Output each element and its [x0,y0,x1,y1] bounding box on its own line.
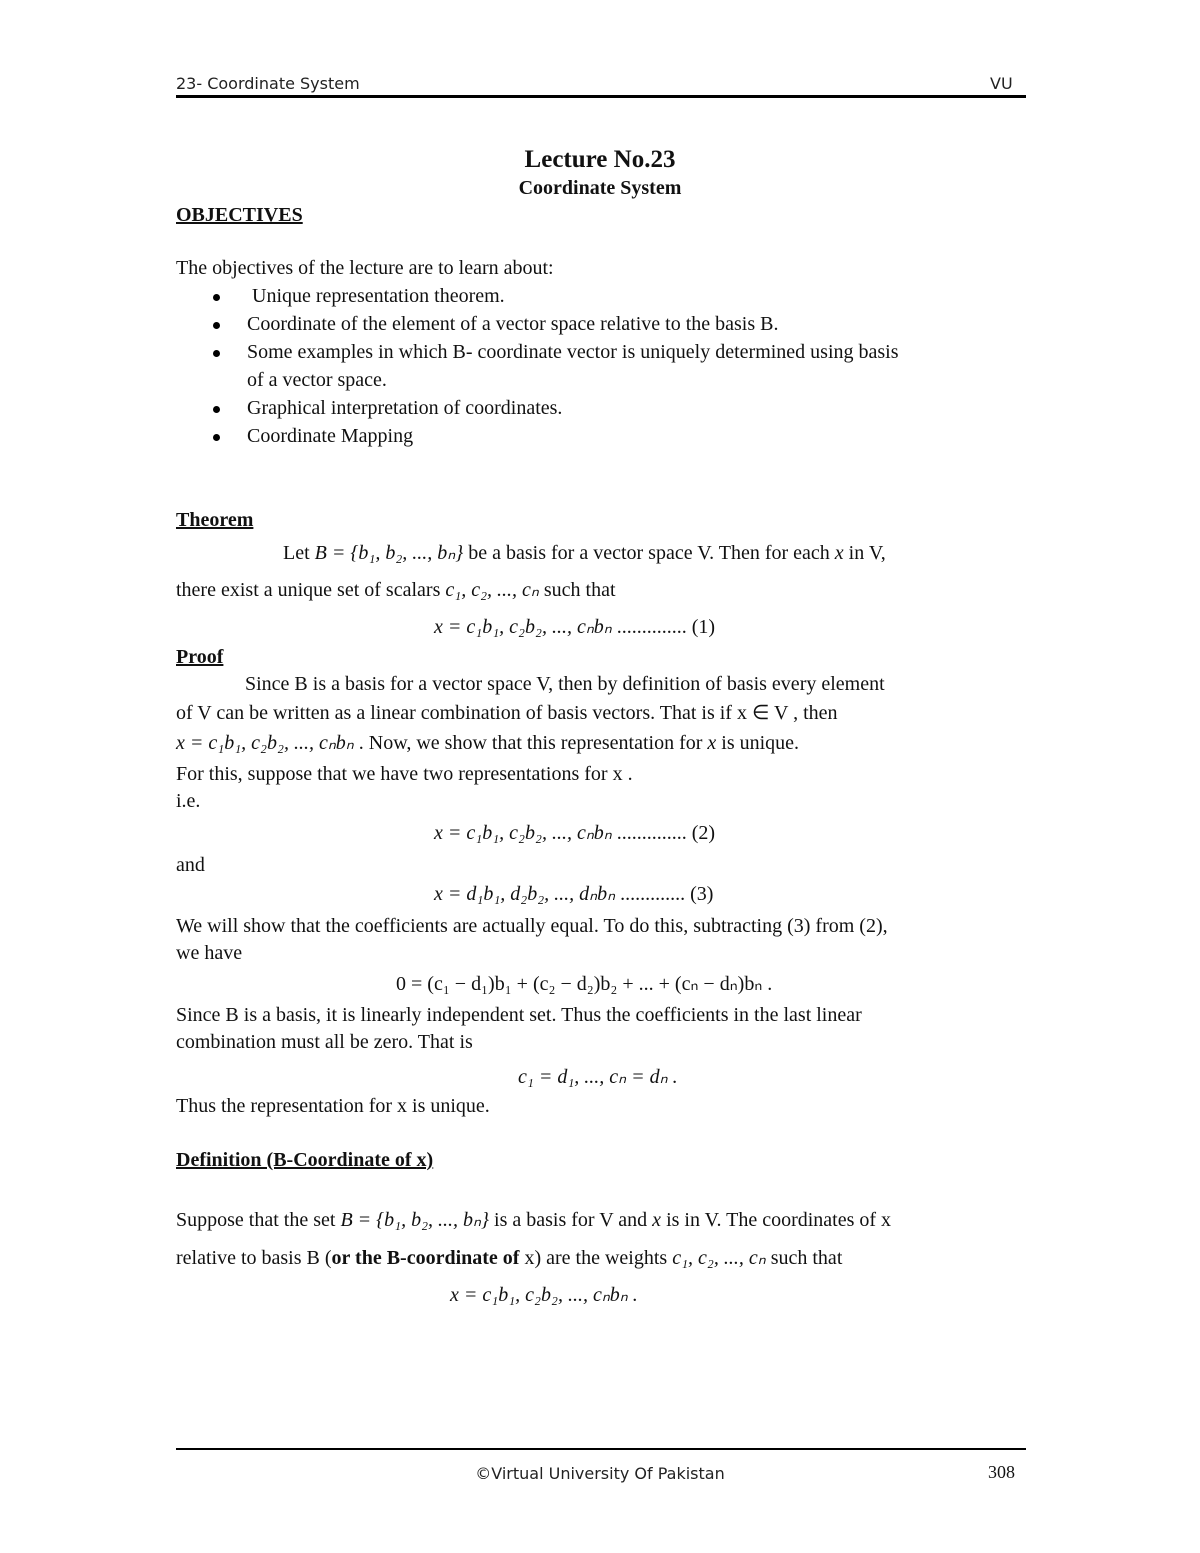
bullet-icon [213,322,220,329]
footer-copyright: ©Virtual University Of Pakistan [475,1464,725,1483]
bullet-icon [213,434,220,441]
proof-paragraph-line: Since B is a basis for a vector space V, then by definition of basis every element [245,673,885,695]
lecture-title: Lecture No.23 [524,146,676,173]
proof-paragraph-line: For this, suppose that we have two representations for x . [176,763,633,785]
equation-5: c₁ = d₁, ..., cₙ = dₙ . [518,1066,678,1088]
objective-item: Coordinate Mapping [247,425,414,447]
equation-2: x = c₁b₁, c₂b₂, ..., cₙbₙ .............. (2) [434,822,716,844]
proof-and: and [176,854,205,876]
bullet-icon [213,350,220,357]
theorem-line-2: there exist a unique set of scalars c₁, c₂, ..., cₙ such that [176,579,616,601]
proof-paragraph-line: of V can be written as a linear combination of basis vectors. That is if x ∈ V , then [176,702,838,724]
objective-item: Coordinate of the element of a vector space relative to the basis B. [247,313,779,335]
objective-item-continued: of a vector space. [247,369,387,391]
running-header-vu: VU [990,74,1013,93]
equation-3: x = d₁b₁, d₂b₂, ..., dₙbₙ ............. (3) [434,883,714,905]
proof-paragraph-line: i.e. [176,790,201,812]
bullet-icon [213,294,220,301]
proof-paragraph-line: combination must all be zero. That is [176,1031,473,1053]
objective-item: Some examples in which B- coordinate vector is uniquely determined using basis [247,341,899,363]
definition-heading: Definition (B-Coordinate of x) [176,1149,434,1171]
lecture-subtitle: Coordinate System [518,177,682,199]
definition-equation: x = c₁b₁, c₂b₂, ..., cₙbₙ . [450,1284,638,1306]
running-header-title: 23- Coordinate System [176,74,360,93]
equation-1: x = c₁b₁, c₂b₂, ..., cₙbₙ .............. (1) [434,616,716,638]
proof-paragraph-line: We will show that the coefficients are actually equal. To do this, subtracting (3) from (2), [176,915,888,937]
page-number: 308 [988,1462,1015,1482]
math-scalars: c₁, c₂, ..., cₙ [445,579,539,601]
definition-line-2: relative to basis B (or the B-coordinate of x) are the weights c₁, c₂, ..., cₙ such that [176,1247,843,1269]
proof-heading: Proof [176,646,224,668]
header-rule [176,95,1026,98]
objectives-intro: The objectives of the lecture are to learn about: [176,257,554,279]
proof-paragraph-line: x = c₁b₁, c₂b₂, ..., cₙbₙ . Now, we show that this representation for x is unique. [176,732,800,754]
math-basis-set: B = {b₁, b₂, ..., bₙ} [314,542,464,564]
equation-4: 0 = (c₁ − d₁)b₁ + (c₂ − d₂)b₂ + ... + (cₙ − dₙ)bₙ . [396,973,773,995]
proof-paragraph-line: we have [176,942,243,964]
footer-rule [176,1448,1026,1450]
objective-item: Unique representation theorem. [252,285,505,307]
theorem-line-1: Let B = {b₁, b₂, ..., bₙ} be a basis for a vector space V. Then for each x in V, [283,542,886,564]
proof-paragraph-line: Since B is a basis, it is linearly independent set. Thus the coefficients in the last linear [176,1004,862,1026]
bullet-icon [213,406,220,413]
proof-paragraph-line: Thus the representation for x is unique. [176,1095,490,1117]
objective-item: Graphical interpretation of coordinates. [247,397,563,419]
theorem-heading: Theorem [176,509,254,531]
definition-line-1: Suppose that the set B = {b₁, b₂, ..., bₙ} is a basis for V and x is in V. The coordinates of x [176,1209,892,1231]
objectives-heading: OBJECTIVES [176,204,303,226]
